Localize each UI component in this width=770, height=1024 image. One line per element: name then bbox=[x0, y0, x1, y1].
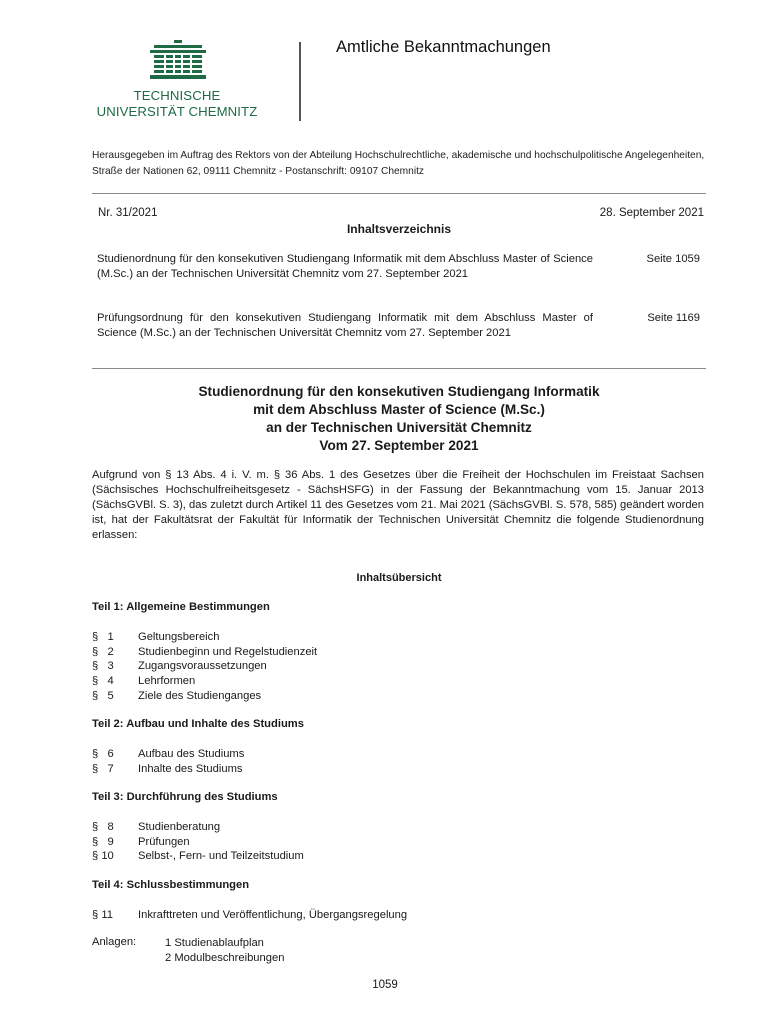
part-heading: Teil 2: Aufbau und Inhalte des Studiums bbox=[92, 718, 304, 730]
issue-number: Nr. 31/2021 bbox=[98, 207, 158, 219]
section-number: § 5 bbox=[92, 689, 114, 702]
issue-date: 28. September 2021 bbox=[599, 207, 704, 219]
annex-list bbox=[165, 936, 284, 966]
annex-item: 2 Modulbeschreibungen bbox=[165, 952, 285, 964]
document-title-line: mit dem Abschluss Master of Science (M.Sc.) bbox=[253, 402, 545, 417]
annex-label: Anlagen: bbox=[92, 936, 137, 948]
section-number: § 7 bbox=[92, 762, 114, 775]
toc-title: Inhaltsverzeichnis bbox=[346, 222, 452, 236]
section-label: Studienberatung bbox=[138, 821, 221, 833]
publisher-note: Herausgegeben im Auftrag des Rektors von der Abteilung Hochschulrechtliche, akademische und hochschulpolitische Angelegenheiten, Straße der Nationen 62, 09111 Chemnitz - Postanschrift: 09107 Chemnitz bbox=[92, 150, 705, 177]
toc-entry-page: Seite 1169 bbox=[647, 312, 700, 324]
divider-top bbox=[92, 193, 706, 194]
section-number: § 4 bbox=[92, 675, 114, 688]
document-title-line: Vom 27. September 2021 bbox=[319, 438, 479, 453]
section-number: § 6 bbox=[92, 748, 114, 760]
header-divider bbox=[299, 42, 301, 121]
section-label: Selbst-, Fern- und Teilzeitstudium bbox=[138, 850, 304, 863]
section-number: § 1 bbox=[92, 631, 114, 643]
toc-entry-text: Prüfungsordnung für den konsekutiven Studiengang Informatik mit dem Abschluss Master of Science (M.Sc.) an der Technischen Universität Chemnitz vom 27. September 2021 bbox=[97, 312, 593, 339]
part-heading: Teil 1: Allgemeine Bestimmungen bbox=[92, 601, 270, 613]
annex-item: 1 Studienablaufplan bbox=[165, 937, 264, 949]
page-number: 1059 bbox=[372, 979, 398, 991]
section-label: Lehrformen bbox=[138, 675, 196, 688]
part-heading: Teil 4: Schlussbestimmungen bbox=[92, 879, 250, 891]
document-title-line: Studienordnung für den konsekutiven Studiengang Informatik bbox=[198, 384, 600, 399]
section-label: Ziele des Studienganges bbox=[138, 689, 262, 702]
university-name: TECHNISCHE UNIVERSITÄT CHEMNITZ bbox=[96, 88, 258, 119]
section-label: Inkrafttreten und Veröffentlichung, Übergangsregelung bbox=[138, 909, 408, 921]
toc-entry-text: Studienordnung für den konsekutiven Studiengang Informatik mit dem Abschluss Master of Science (M.Sc.) an der Technischen Universität Chemnitz vom 27. September 2021 bbox=[97, 253, 593, 280]
divider-bottom bbox=[92, 368, 706, 369]
toc-entry[interactable] bbox=[97, 252, 702, 282]
section-number: § 2 bbox=[92, 645, 114, 658]
university-building-icon bbox=[150, 40, 206, 80]
section-number: § 8 bbox=[92, 821, 114, 833]
section-number: § 10 bbox=[92, 850, 114, 863]
part-heading: Teil 3: Durchführung des Studiums bbox=[92, 791, 278, 803]
section-label: Studienbeginn und Regelstudienzeit bbox=[138, 645, 318, 658]
section-label: Zugangsvoraussetzungen bbox=[138, 660, 267, 673]
section-number: § 11 bbox=[92, 909, 113, 921]
document-title bbox=[92, 383, 706, 455]
toc-entry[interactable] bbox=[97, 311, 702, 341]
document-title-line: an der Technischen Universität Chemnitz bbox=[266, 420, 532, 435]
section-label: Aufbau des Studiums bbox=[138, 748, 245, 760]
toc-entry-page: Seite 1059 bbox=[646, 253, 700, 265]
section-label: Inhalte des Studiums bbox=[138, 762, 243, 775]
section-number: § 9 bbox=[92, 835, 114, 848]
section-label: Prüfungen bbox=[138, 835, 190, 848]
overview-title: Inhaltsübersicht bbox=[356, 572, 442, 584]
intro-paragraph: Aufgrund von § 13 Abs. 4 i. V. m. § 36 Abs. 1 des Gesetzes über die Freiheit der Hochschulen im Freistaat Sachsen (Sächsisches Hochschulfreiheitsgesetz - SächsHSFG) in der Fassung der Bekanntmachung vom 15. Januar 2013 (SächsGVBl. S. 3), das zuletzt durch Artikel 11 des Gesetzes vom 21. Mai 2021 (SächsGVBl. S. 578, 585) geändert worden ist, hat der Fakultätsrat der Fakultät für Informatik der Technischen Universität Chemnitz die folgende Studienordnung erlassen: bbox=[92, 469, 704, 541]
page-title: Amtliche Bekanntmachungen bbox=[336, 38, 551, 56]
section-label: Geltungsbereich bbox=[138, 631, 220, 643]
section-number: § 3 bbox=[92, 660, 114, 673]
